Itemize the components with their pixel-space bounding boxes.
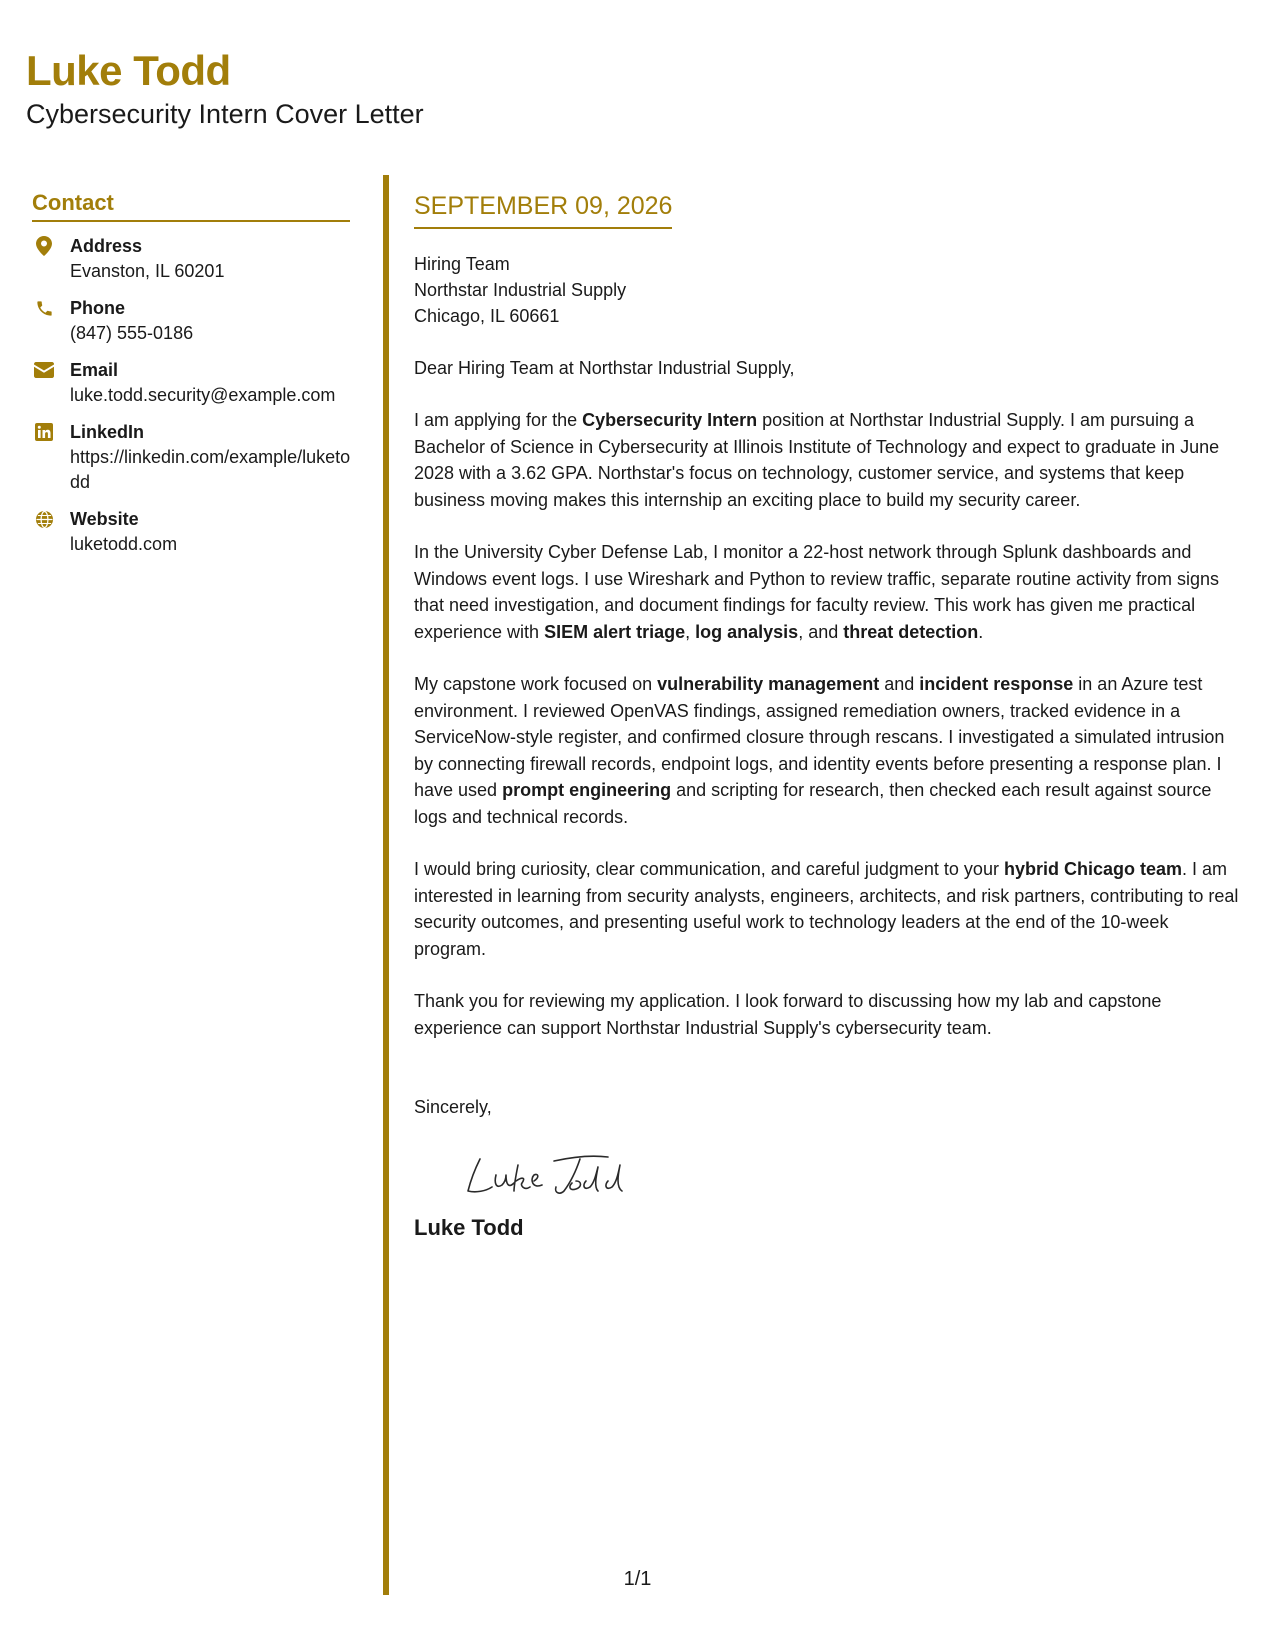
contact-value: Evanston, IL 60201 — [70, 261, 225, 281]
emphasis: log analysis — [695, 621, 799, 642]
letter-date: SEPTEMBER 09, 2026 — [414, 190, 672, 229]
text-run: In the University Cyber Defense Lab, I monitor a 22-host network through Splunk dashboards and Windows event logs. I use Wireshark and Python to review traffic, separate routine activity from signs that need investigation, and document findings for faculty review. This work has given me practical experience with — [414, 542, 1220, 642]
contact-label: Website — [70, 509, 139, 529]
emphasis: hybrid Chicago team — [1003, 859, 1182, 879]
recipient-line: Chicago, IL 60661 — [414, 305, 560, 326]
letter-body — [414, 190, 1244, 1241]
emphasis: Cybersecurity Intern — [582, 410, 758, 430]
text-run: and scripting for research, then checked each result against source logs and technical records. — [414, 780, 1212, 827]
contact-value: luketodd.com — [70, 534, 178, 554]
contact-label: Address — [70, 236, 143, 256]
paragraph-lab — [414, 539, 1244, 645]
emphasis: vulnerability management — [657, 674, 880, 694]
map-pin-icon — [34, 236, 54, 256]
contact-item-email — [32, 358, 352, 408]
text-run: and — [879, 674, 920, 694]
contact-value: (847) 555-0186 — [70, 323, 194, 343]
recipient-block — [414, 251, 1244, 329]
paragraph-capstone — [414, 671, 1244, 830]
vertical-divider — [383, 175, 389, 1595]
emphasis: SIEM alert triage — [544, 621, 686, 642]
document-subtitle: Cybersecurity Intern Cover Letter — [26, 99, 424, 129]
text-run: I would bring curiosity, clear communication, and careful judgment to your — [414, 859, 1004, 879]
handwritten-signature — [462, 1147, 1244, 1205]
contact-item-website — [32, 507, 352, 557]
text-run: position at Northstar Industrial Supply. I am pursuing a Bachelor of Science in Cybersecurity at Illinois Institute of Technology and expect to graduate in June 2028 with a 3.62 GPA. Northstar's focus on technology, customer service, and systems that keep business moving makes this internship an exciting place to build my security career. — [414, 410, 1220, 510]
recipient-line: Hiring Team — [414, 253, 510, 274]
contact-value: luke.todd.security@example.com — [70, 385, 336, 405]
contact-label: Email — [70, 360, 119, 380]
page-number: 1/1 — [623, 1568, 652, 1590]
applicant-name: Luke Todd — [26, 47, 231, 94]
contact-heading: Contact — [32, 190, 350, 222]
contact-item-linkedin — [32, 420, 352, 495]
contact-value: https://linkedin.com/example/luketodd — [70, 447, 351, 492]
text-run: I am applying for the — [414, 410, 583, 430]
emphasis: threat detection — [843, 621, 979, 642]
linkedin-icon — [34, 422, 54, 442]
text-run: . — [978, 621, 984, 642]
paragraph-intro — [414, 407, 1244, 513]
closing: Sincerely, — [414, 1097, 492, 1117]
signed-name: Luke Todd — [414, 1214, 524, 1240]
contact-item-address — [32, 234, 352, 284]
phone-icon — [34, 298, 54, 318]
paragraph-thanks: Thank you for reviewing my application. I look forward to discussing how my lab and capstone experience can support Northstar Industrial Supply's cybersecurity team. — [414, 991, 1162, 1038]
text-run: , — [685, 621, 696, 642]
salutation: Dear Hiring Team at Northstar Industrial Supply, — [414, 357, 795, 378]
paragraph-team — [414, 856, 1244, 962]
contact-list — [32, 234, 352, 569]
emphasis: incident response — [919, 674, 1074, 694]
emphasis: prompt engineering — [502, 780, 672, 800]
text-run: . I am interested in learning from security analysts, engineers, architects, and risk partners, contributing to real security outcomes, and presenting useful work to technology leaders at the end of the 10-week program. — [414, 859, 1239, 959]
recipient-line: Northstar Industrial Supply — [414, 279, 627, 300]
text-run: My capstone work focused on — [414, 674, 658, 694]
text-run: in an Azure test environment. I reviewed OpenVAS findings, assigned remediation owners, tracked evidence in a ServiceNow-style register, and confirmed closure through rescans. I investigated a simulated intrusion by connecting firewall records, endpoint logs, and identity events before presenting a response plan. I have used — [414, 674, 1225, 800]
text-run: , and — [798, 621, 844, 642]
globe-icon — [34, 509, 54, 529]
contact-label: LinkedIn — [70, 422, 145, 442]
contact-item-phone — [32, 296, 352, 346]
contact-label: Phone — [70, 298, 126, 318]
envelope-icon — [34, 360, 54, 380]
